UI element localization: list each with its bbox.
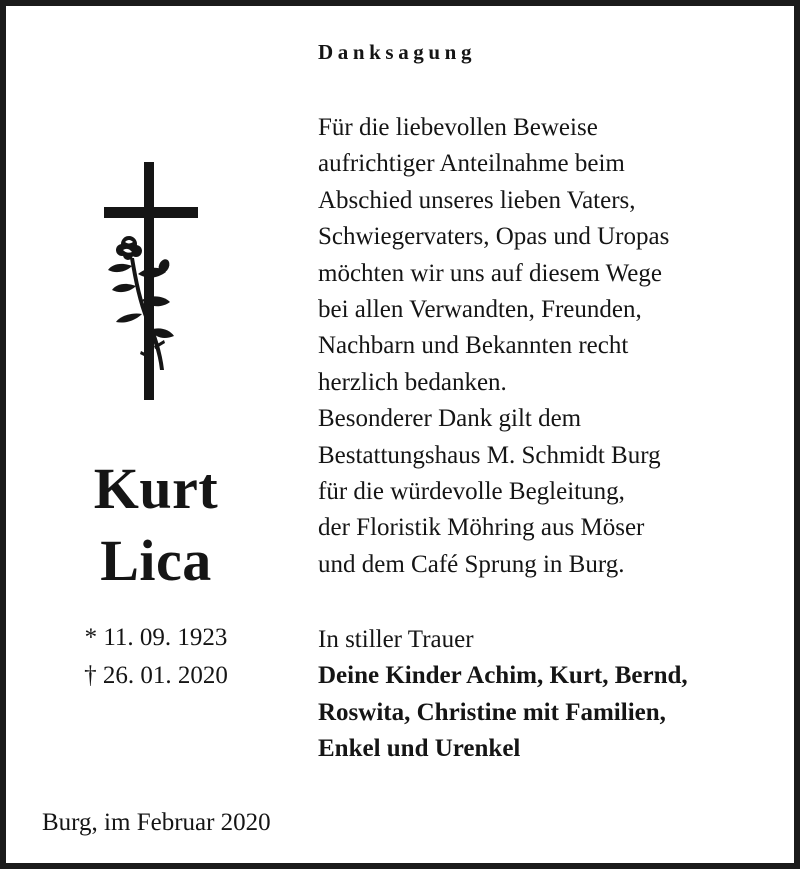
- thanks-line: Schwiegervaters, Opas und Uropas: [318, 223, 670, 251]
- cross-with-rose-icon: [98, 162, 208, 402]
- mourners-list: [318, 658, 788, 768]
- place-and-date: Burg, im Februar 2020: [42, 809, 271, 836]
- mourners-line: Enkel und Urenkel: [318, 735, 521, 762]
- thanks-line: bei allen Verwandten, Freunden,: [318, 296, 642, 324]
- thanks-line: Nachbarn und Bekannten recht: [318, 332, 629, 360]
- thanks-text: [318, 110, 788, 583]
- deceased-last-name: Lica: [100, 528, 212, 593]
- death-date: † 26. 01. 2020: [84, 662, 228, 689]
- thanks-line: Abschied unseres lieben Vaters,: [318, 186, 636, 214]
- thanks-line: herzlich bedanken.: [318, 368, 507, 396]
- thanks-line: und dem Café Sprung in Burg.: [318, 550, 625, 578]
- thanks-line: der Floristik Möhring aus Möser: [318, 514, 645, 542]
- thanks-line: Besonderer Dank gilt dem: [318, 405, 582, 433]
- deceased-first-name: Kurt: [93, 456, 219, 521]
- thanks-line: möchten wir uns auf diesem Wege: [318, 259, 662, 287]
- notice-heading: Danksagung: [318, 40, 477, 64]
- birth-date: * 11. 09. 1923: [84, 624, 228, 651]
- thanks-line: für die würdevolle Begleitung,: [318, 478, 625, 506]
- mourning-intro: In stiller Trauer: [318, 626, 474, 653]
- mourners-line: Deine Kinder Achim, Kurt, Bernd,: [318, 662, 688, 689]
- thanks-line: Für die liebevollen Beweise: [318, 114, 598, 141]
- thanks-line: Bestattungshaus M. Schmidt Burg: [318, 441, 661, 469]
- thanks-line: aufrichtiger Anteilnahme beim: [318, 150, 625, 178]
- mourners-line: Roswita, Christine mit Familien,: [318, 698, 666, 726]
